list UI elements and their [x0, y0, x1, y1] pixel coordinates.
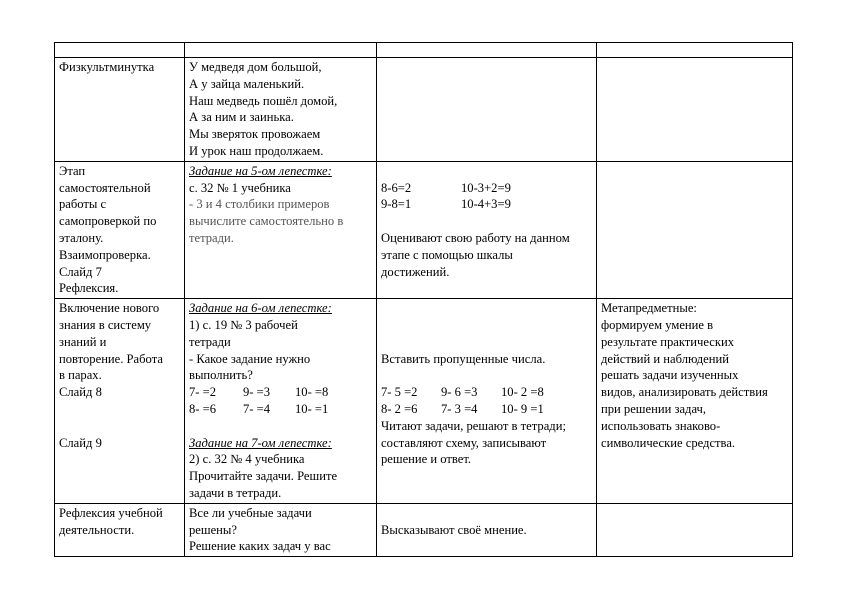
- task-line: выполнить?: [189, 368, 253, 383]
- exercise: 7- =4: [243, 401, 271, 416]
- outcome-line: использовать знаково-: [601, 418, 721, 433]
- outcome-line: видов, анализировать действия: [601, 385, 768, 400]
- header-cell: [377, 43, 597, 58]
- stage-line: Слайд 9: [59, 435, 102, 450]
- exercise-line: [189, 384, 372, 401]
- task-heading: Задание на 6-ом лепестке:: [189, 301, 332, 316]
- exercise: 7- =2: [189, 385, 217, 400]
- outcome-line: формируем умение в: [601, 317, 714, 332]
- task-note: тетради.: [189, 230, 234, 245]
- task-line: Прочитайте задачи. Решите: [189, 469, 338, 484]
- equation-line: [381, 180, 592, 197]
- task-line: 2) с. 32 № 4 учебника: [189, 452, 305, 467]
- stage-cell: [55, 161, 185, 298]
- task-line: Решение каких задач у вас: [189, 539, 331, 554]
- task-line: с. 32 № 1 учебника: [189, 180, 291, 195]
- stage-line: знаний и: [59, 334, 107, 349]
- outcome-line: решать задачи изученных: [601, 368, 739, 383]
- exercise: 10- 2 =8: [501, 385, 544, 400]
- poem-line: Мы зверяток провожаем: [189, 127, 321, 142]
- stage-line: работы с: [59, 197, 107, 212]
- exercise: 8- =6: [189, 401, 217, 416]
- equation: 10-4+3=9: [461, 197, 511, 212]
- teacher-cell: [185, 503, 377, 556]
- task-heading: Задание на 5-ом лепестке:: [189, 163, 332, 178]
- stage-line: Взаимопроверка.: [59, 247, 151, 262]
- stage-line: знания в систему: [59, 317, 152, 332]
- outcome-line: при решении задач,: [601, 401, 707, 416]
- student-cell: [377, 161, 597, 298]
- task-note: вычислите самостоятельно в: [189, 214, 344, 229]
- outcome-cell: [597, 299, 793, 504]
- table-row: [55, 161, 793, 298]
- poem-line: И урок наш продолжаем.: [189, 143, 324, 158]
- header-cell: [185, 43, 377, 58]
- student-line: решение и ответ.: [381, 452, 472, 467]
- outcome-cell: [597, 161, 793, 298]
- exercise: 10- =1: [295, 401, 329, 416]
- equation: 9-8=1: [381, 197, 412, 212]
- table-row-header: [55, 43, 793, 58]
- table-row: [55, 299, 793, 504]
- stage-line: повторение. Работа: [59, 351, 163, 366]
- student-line: составляют схему, записывают: [381, 435, 547, 450]
- student-line: достижений.: [381, 264, 450, 279]
- student-cell: [377, 299, 597, 504]
- task-line: 1) с. 19 № 3 рабочей: [189, 317, 298, 332]
- equation: 10-3+2=9: [461, 180, 511, 195]
- teacher-cell: [185, 58, 377, 162]
- stage-line: Этап: [59, 163, 86, 178]
- exercise: 7- 5 =2: [381, 385, 418, 400]
- stage-name: Физкультминутка: [59, 60, 155, 74]
- exercise-line: [381, 384, 592, 401]
- student-cell: [377, 503, 597, 556]
- outcome-line: действий и наблюдений: [601, 351, 729, 366]
- stage-line: Рефлексия учебной: [59, 505, 163, 520]
- stage-cell: [55, 503, 185, 556]
- stage-line: деятельности.: [59, 522, 135, 537]
- student-line: Высказывают своё мнение.: [381, 522, 527, 537]
- exercise-line: [381, 401, 592, 418]
- student-line: Вставить пропущенные числа.: [381, 351, 546, 366]
- stage-line: эталону.: [59, 230, 104, 245]
- task-line: Все ли учебные задачи: [189, 505, 312, 520]
- task-line: тетради: [189, 334, 231, 349]
- header-cell: [55, 43, 185, 58]
- exercise-line: [189, 401, 372, 418]
- stage-line: самопроверкой по: [59, 214, 157, 229]
- exercise: 9- 6 =3: [441, 385, 478, 400]
- student-line: Оценивают свою работу на данном: [381, 230, 570, 245]
- table-row: [55, 503, 793, 556]
- poem-line: А у зайца маленький.: [189, 76, 305, 91]
- poem-line: У медведя дом большой,: [189, 60, 322, 74]
- equation: 8-6=2: [381, 180, 412, 195]
- student-cell: [377, 58, 597, 162]
- teacher-cell: [185, 299, 377, 504]
- task-line: - Какое задание нужно: [189, 351, 311, 366]
- poem-line: Наш медведь пошёл домой,: [189, 93, 338, 108]
- task-line: решены?: [189, 522, 237, 537]
- poem-line: А за ним и заинька.: [189, 110, 294, 125]
- header-cell: [597, 43, 793, 58]
- student-line: Читают задачи, решают в тетради;: [381, 418, 566, 433]
- outcome-cell: [597, 58, 793, 162]
- stage-line: Слайд 7: [59, 264, 102, 279]
- exercise: 10- 9 =1: [501, 401, 544, 416]
- stage-line: Включение нового: [59, 301, 160, 316]
- task-line: задачи в тетради.: [189, 485, 282, 500]
- outcome-cell: [597, 503, 793, 556]
- lesson-table: [54, 42, 793, 557]
- task-note: - 3 и 4 столбики примеров: [189, 197, 330, 212]
- outcome-line: символические средства.: [601, 435, 736, 450]
- exercise: 10- =8: [295, 385, 329, 400]
- exercise: 9- =3: [243, 385, 271, 400]
- equation-line: [381, 196, 592, 213]
- table-row: [55, 58, 793, 162]
- task-heading: Задание на 7-ом лепестке:: [189, 435, 332, 450]
- stage-line: в парах.: [59, 368, 102, 383]
- stage-cell: [55, 58, 185, 162]
- stage-line: самостоятельной: [59, 180, 151, 195]
- stage-line: Рефлексия.: [59, 281, 119, 296]
- outcome-line: результате практических: [601, 334, 735, 349]
- stage-line: Слайд 8: [59, 385, 102, 400]
- student-line: этапе с помощью шкалы: [381, 247, 513, 262]
- exercise: 8- 2 =6: [381, 401, 418, 416]
- teacher-cell: [185, 161, 377, 298]
- exercise: 7- 3 =4: [441, 401, 478, 416]
- stage-cell: [55, 299, 185, 504]
- outcome-line: Метапредметные:: [601, 301, 697, 316]
